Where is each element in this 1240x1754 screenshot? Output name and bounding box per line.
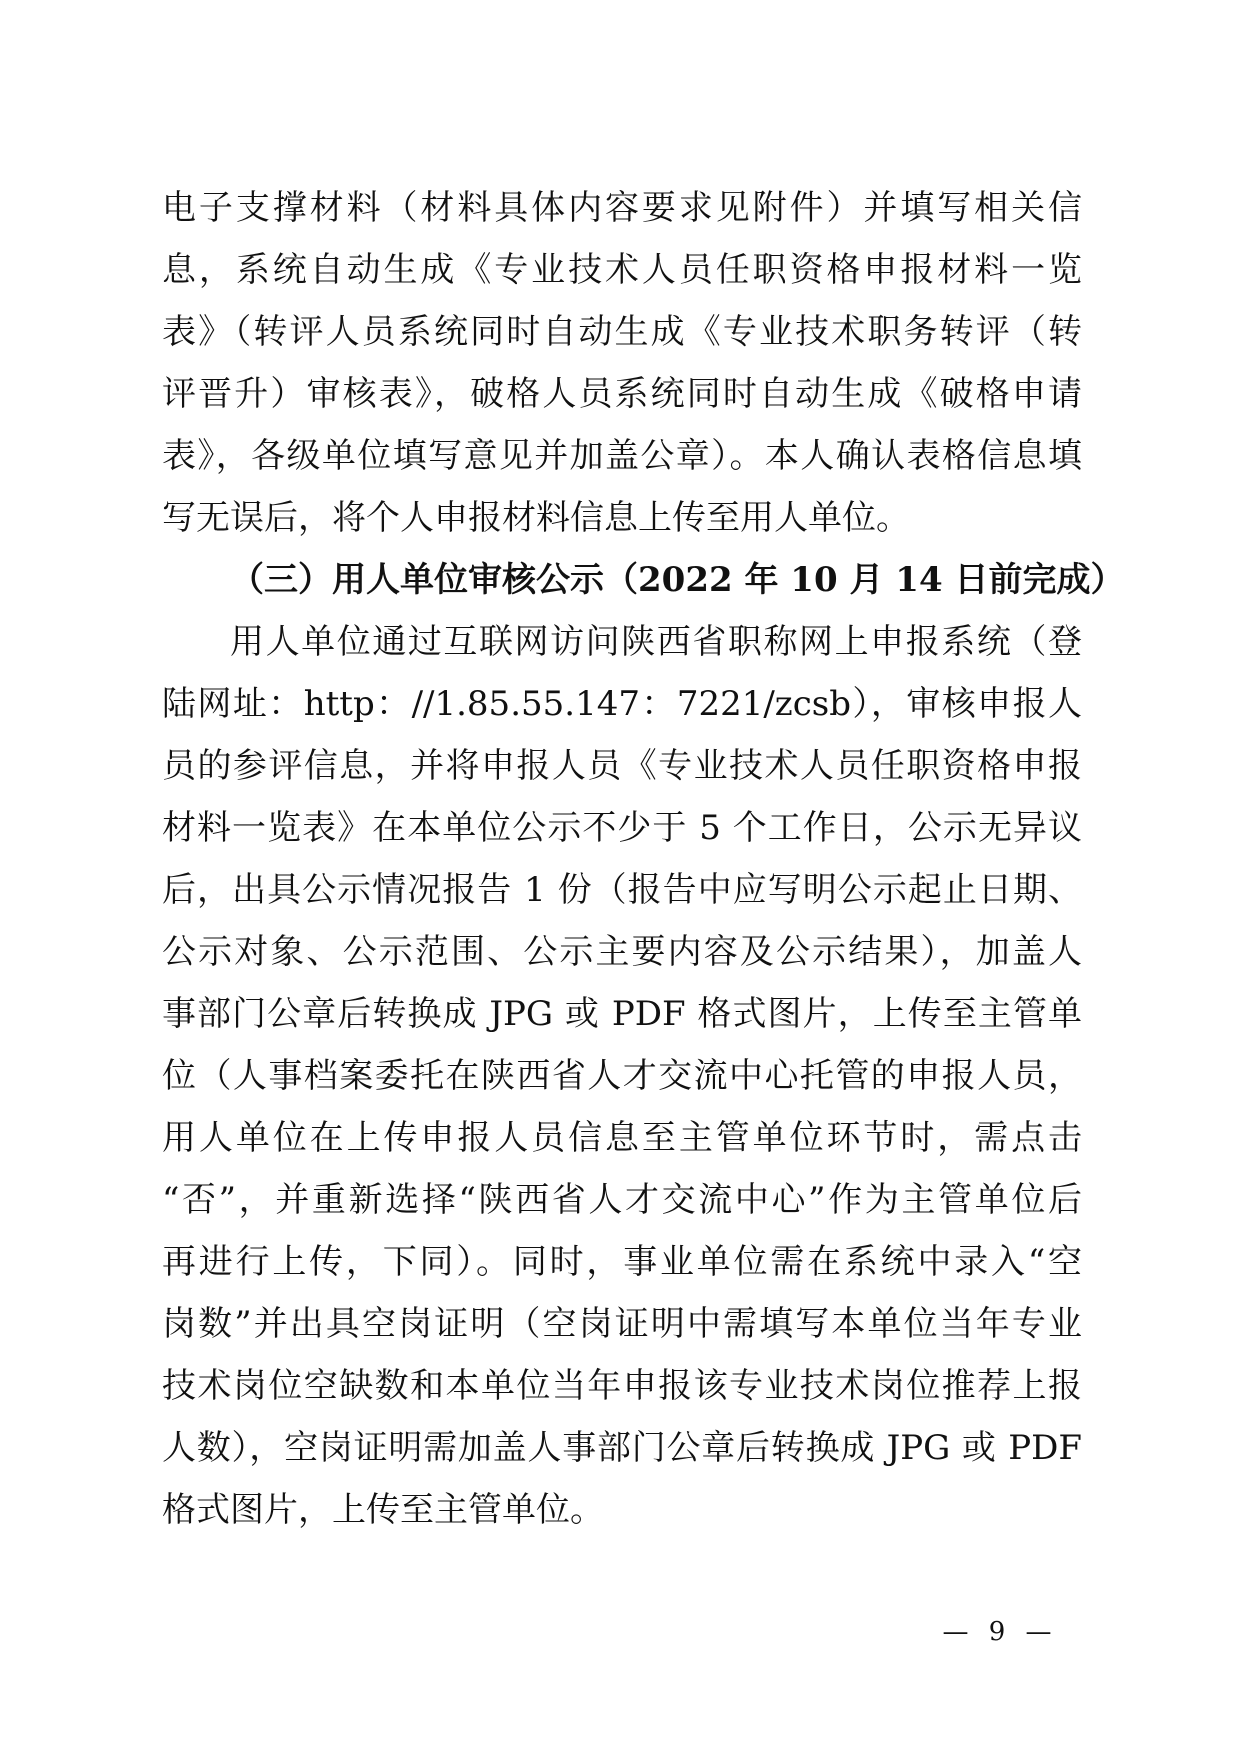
- paragraph-line: 后，出具公示情况报告 1 份（报告中应写明公示起止日期、: [162, 870, 1082, 910]
- paragraph-line: 写无误后，将个人申报材料信息上传至用人单位。: [162, 498, 910, 538]
- paragraph-line: 材料一览表》在本单位公示不少于 5 个工作日，公示无异议: [162, 808, 1082, 848]
- paragraph-line: 位（人事档案委托在陕西省人才交流中心托管的申报人员，: [162, 1056, 1082, 1096]
- section-heading: （三）用人单位审核公示（2022 年 10 月 14 日前完成）: [230, 560, 1125, 600]
- paragraph-line: “否”，并重新选择“陕西省人才交流中心”作为主管单位后: [162, 1180, 1082, 1220]
- paragraph-line: 技术岗位空缺数和本单位当年申报该专业技术岗位推荐上报: [162, 1366, 1082, 1406]
- paragraph-line: 再进行上传，下同）。同时，事业单位需在系统中录入“空: [162, 1242, 1082, 1282]
- paragraph-line: 公示对象、公示范围、公示主要内容及公示结果），加盖人: [162, 932, 1082, 972]
- paragraph-line: 用人单位通过互联网访问陕西省职称网上申报系统（登: [230, 622, 1082, 662]
- paragraph-line: 陆网址：http：//1.85.55.147：7221/zcsb），审核申报人: [162, 684, 1082, 724]
- paragraph-line: 岗数”并出具空岗证明（空岗证明中需填写本单位当年专业: [162, 1304, 1082, 1344]
- paragraph-line: 评晋升）审核表》，破格人员系统同时自动生成《破格申请: [162, 374, 1082, 414]
- paragraph-line: 事部门公章后转换成 JPG 或 PDF 格式图片，上传至主管单: [162, 994, 1082, 1034]
- paragraph-line: 息，系统自动生成《专业技术人员任职资格申报材料一览: [162, 250, 1082, 290]
- paragraph-line: 用人单位在上传申报人员信息至主管单位环节时，需点击: [162, 1118, 1082, 1158]
- paragraph-line: 表》（转评人员系统同时自动生成《专业技术职务转评（转: [162, 312, 1082, 352]
- paragraph-line: 员的参评信息，并将申报人员《专业技术人员任职资格申报: [162, 746, 1082, 786]
- page-number: — 9 —: [942, 1617, 1058, 1647]
- paragraph-line: 人数），空岗证明需加盖人事部门公章后转换成 JPG 或 PDF: [162, 1428, 1082, 1468]
- paragraph-line: 电子支撑材料（材料具体内容要求见附件）并填写相关信: [162, 188, 1082, 228]
- paragraph-line: 格式图片，上传至主管单位。: [162, 1490, 604, 1530]
- paragraph-line: 表》，各级单位填写意见并加盖公章）。本人确认表格信息填: [162, 436, 1082, 476]
